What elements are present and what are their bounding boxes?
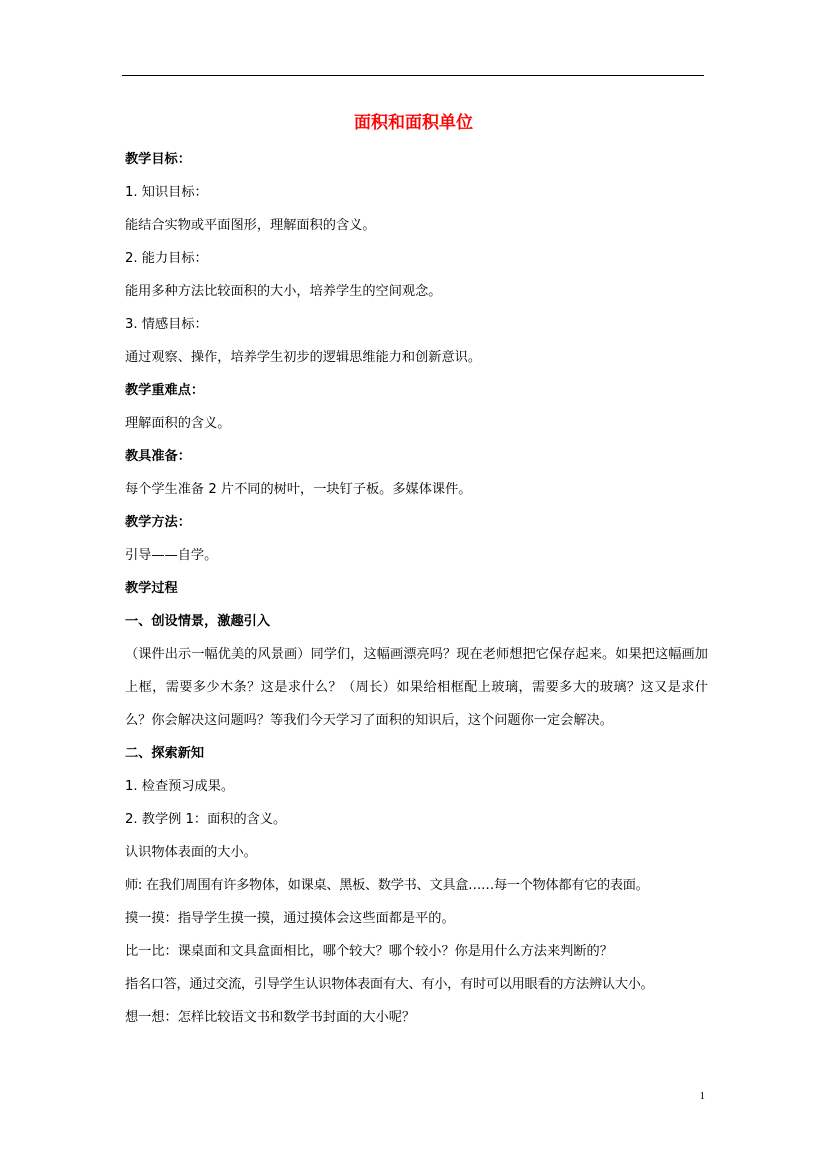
answer-line: 指名口答，通过交流，引导学生认识物体表面有大、有小，有时可以用眼看的方法辨认大小。 xyxy=(125,977,654,992)
recognize-line: 认识物体表面的大小。 xyxy=(125,845,257,860)
goal-3: 3. 情感目标： xyxy=(125,317,208,332)
page-number: 1 xyxy=(699,1090,705,1102)
teacher-line: 师: 在我们周围有许多物体，如课桌、黑板、数学书、文具盒……每一个物体都有它的表面。 xyxy=(125,878,649,893)
step-2: 2. 教学例 1：面积的含义。 xyxy=(125,812,287,827)
method-text: 引导——自学。 xyxy=(125,548,218,563)
goal-1-text: 能结合实物或平面图形，理解面积的含义。 xyxy=(125,218,376,233)
process-heading: 教学过程 xyxy=(125,581,178,596)
document-body xyxy=(125,150,708,1027)
goal-2-text: 能用多种方法比较面积的大小，培养学生的空间观念。 xyxy=(125,284,442,299)
step-1: 1. 检查预习成果。 xyxy=(125,779,235,794)
header-rule xyxy=(122,75,704,76)
method-heading: 教学方法： xyxy=(125,515,191,530)
tools-text: 每个学生准备 2 片不同的树叶，一块钉子板。多媒体课件。 xyxy=(125,482,472,497)
think-line: 想一想：怎样比较语文书和数学书封面的大小呢？ xyxy=(125,1010,416,1025)
key-text: 理解面积的含义。 xyxy=(125,416,231,431)
goals-heading: 教学目标： xyxy=(125,152,191,167)
key-heading: 教学重难点： xyxy=(125,383,205,398)
tools-heading: 教具准备： xyxy=(125,449,191,464)
section-1-heading: 一、创设情景，激趣引入 xyxy=(125,614,271,629)
goal-1: 1. 知识目标： xyxy=(125,185,208,200)
touch-line: 摸一摸：指导学生摸一摸，通过摸体会这些面都是平的。 xyxy=(125,911,455,926)
compare-line: 比一比：课桌面和文具盒面相比，哪个较大？哪个较小？你是用什么方法来判断的？ xyxy=(125,944,613,959)
goal-3-text: 通过观察、操作，培养学生初步的逻辑思维能力和创新意识。 xyxy=(125,350,482,365)
section-2-heading: 二、探索新知 xyxy=(125,746,205,761)
section-1-paragraph: （课件出示一幅优美的风景画）同学们，这幅画漂亮吗？现在老师想把它保存起来。如果把这幅画加上框，需要多少木条？这是求什么？（周长）如果给相框配上玻璃，需要多大的玻璃？这又是求什么？你会解决这问题吗？等我们今天学习了面积的知识后，这个问题你一定会解决。 xyxy=(125,647,708,728)
document-title: 面积和面积单位 xyxy=(354,113,473,133)
goal-2: 2. 能力目标： xyxy=(125,251,208,266)
